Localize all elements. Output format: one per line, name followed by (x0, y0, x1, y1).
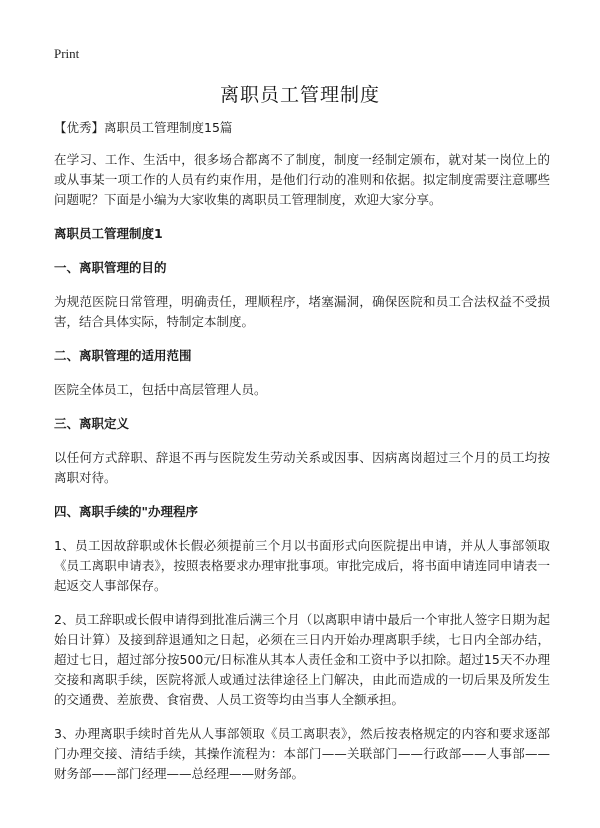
intro-paragraph: 在学习、工作、生活中，很多场合都离不了制度，制度一经制定颁布，就对某一岗位上的或从事某一项工作的人员有约束作用，是他们行动的准则和依据。拟定制度需要注意哪些问题呢？下面是小编为大家收集的离职员工管理制度，欢迎大家分享。 (54, 152, 550, 207)
paragraph-procedure-2: 2、员工辞职或长假申请得到批准后满三个月（以离职申请中最后一个审批人签字日期为起始日计算）及接到辞退通知之日起，必须在三日内开始办理离职手续，七日内全部办结，超过七日，超过部分按500元/日标准从其本人责任金和工资中予以扣除。超过15天不办理交接和离职手续，医院将派人或通过法律途径上门解决，由此而造成的一切后果及所发生的交通费、差旅费、食宿费、人员工资等均由当事人全额承担。 (54, 612, 550, 707)
page-title: 离职员工管理制度 (219, 84, 380, 106)
paragraph-definition: 以任何方式辞职、辞退不再与医院发生劳动关系或因事、因病离岗超过三个月的员工均按离职对待。 (54, 450, 550, 485)
heading-definition: 三、离职定义 (54, 416, 130, 431)
heading-procedure: 四、离职手续的"办理程序 (54, 504, 199, 519)
paragraph-scope: 医院全体员工，包括中高层管理人员。 (54, 382, 267, 397)
article-body (54, 118, 550, 798)
heading-scope: 二、离职管理的适用范围 (54, 348, 192, 363)
section-title: 离职员工管理制度1 (54, 226, 163, 241)
heading-purpose: 一、离职管理的目的 (54, 260, 167, 275)
article-subtitle: 【优秀】离职员工管理制度15篇 (54, 120, 233, 135)
paragraph-procedure-1: 1、员工因故辞职或休长假必须提前三个月以书面形式向医院提出申请，并从人事部领取《员工离职申请表》，按照表格要求办理审批事项。审批完成后，将书面申请连同申请表一起返交人事部保存。 (54, 538, 550, 593)
print-link[interactable]: Print (54, 46, 80, 61)
paragraph-procedure-3: 3、办理离职手续时首先从人事部领取《员工离职表》，然后按表格规定的内容和要求逐部门办理交接、清结手续，其操作流程为：本部门——关联部门——行政部——人事部——财务部——部门经理——总经理——财务部。 (54, 726, 550, 781)
paragraph-purpose: 为规范医院日常管理，明确责任，理顺程序，堵塞漏洞，确保医院和员工合法权益不受损害，结合具体实际，特制定本制度。 (54, 294, 550, 329)
